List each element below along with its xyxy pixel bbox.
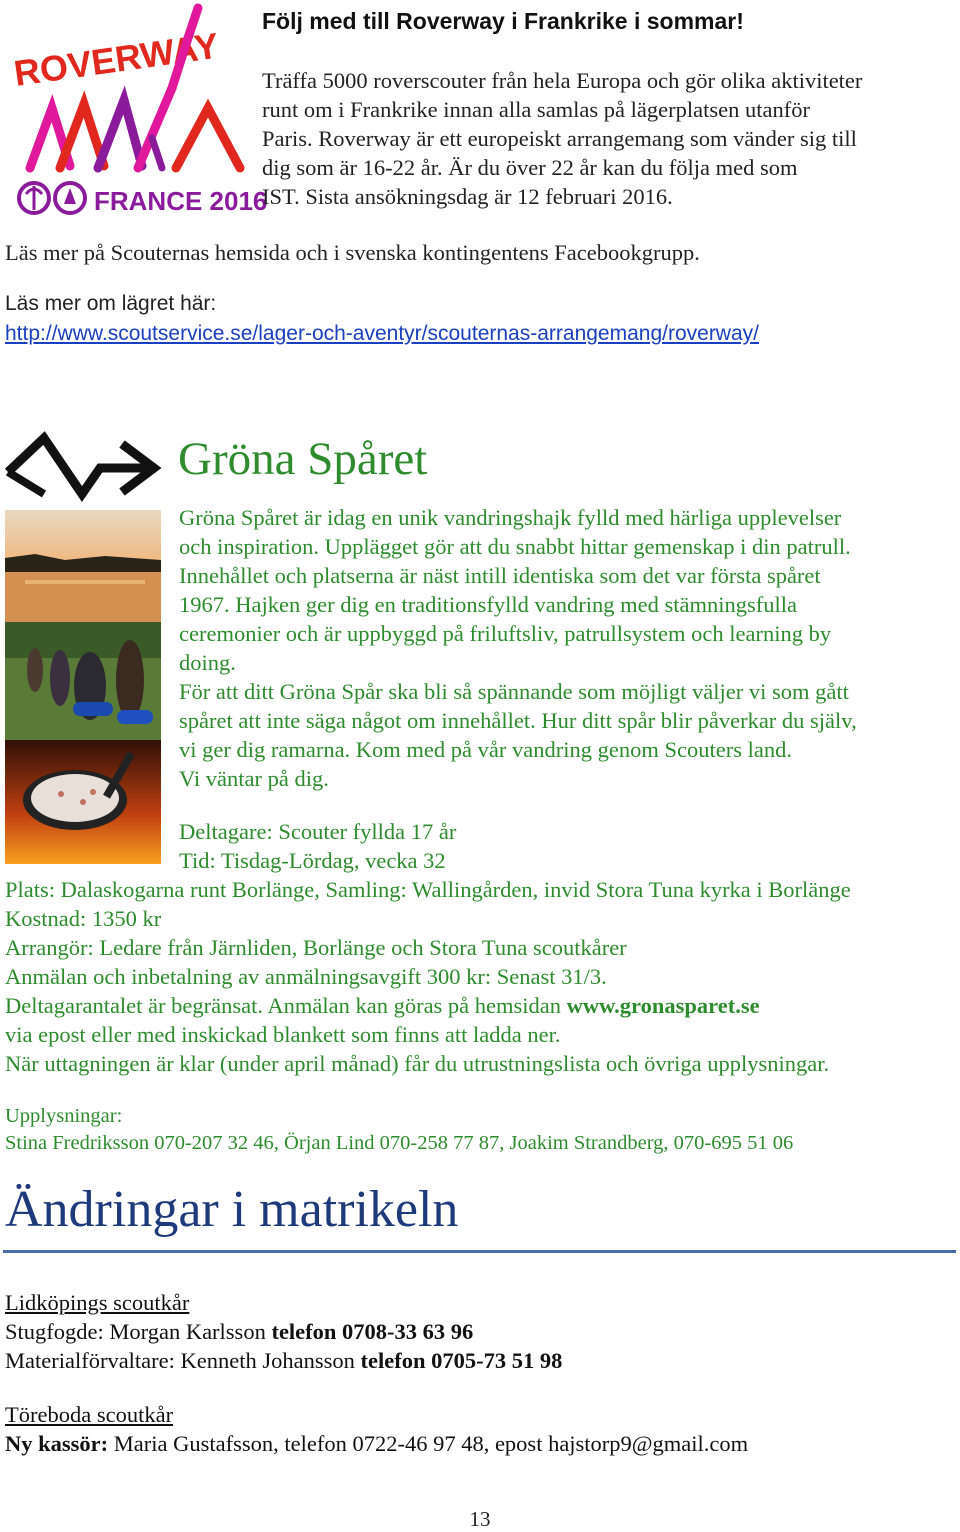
page-number: 13 bbox=[469, 1507, 491, 1531]
roverway-logo bbox=[11, 8, 268, 224]
roverway-body bbox=[262, 66, 862, 211]
roverway-body-line: IST. Sista ansökningsdag är 12 februari 2016. bbox=[262, 184, 673, 209]
change-line bbox=[5, 1429, 748, 1458]
change-detail: Maria Gustafsson, telefon 0722-46 97 48, epost hajstorp9@gmail.com bbox=[108, 1431, 749, 1456]
lake-sunset-photo bbox=[5, 510, 161, 622]
grona-sparet-body-line: vi ger dig ramarna. Kom med på vår vandring genom Scouters land. bbox=[179, 737, 792, 762]
hike-photos bbox=[5, 510, 161, 864]
roverway-body-line: Träffa 5000 roverscouter från hela Europa och gör olika aktiviteter bbox=[262, 68, 863, 93]
grona-sparet-body-line: 1967. Hajken ger dig en traditionsfylld vandring med stämningsfulla bbox=[179, 592, 798, 617]
changes-list bbox=[5, 1288, 748, 1458]
grona-sparet-body-line: doing. bbox=[179, 650, 236, 675]
registration: Anmälan och inbetalning av anmälningsavgift 300 kr: Senast 31/3. bbox=[5, 964, 607, 989]
grona-sparet-body-line: spåret att inte säga något om innehållet. Hur ditt spår blir påverkar du själv, bbox=[179, 708, 857, 733]
group-name: Lidköpings scoutkår bbox=[5, 1290, 190, 1315]
participants: Deltagare: Scouter fyllda 17 år bbox=[179, 819, 457, 844]
contact-info bbox=[5, 1103, 793, 1157]
info-label: Upplysningar: bbox=[5, 1105, 123, 1127]
grona-sparet-body-line: och inspiration. Upplägget gör att du snabbt hittar gemenskap i din patrull. bbox=[179, 534, 851, 559]
changes-heading: Ändringar i matrikeln bbox=[5, 1181, 459, 1238]
group-name: Töreboda scoutkår bbox=[5, 1402, 174, 1427]
heading-rule bbox=[3, 1250, 956, 1253]
selection-info: När uttagningen är klar (under april månad) får du utrustningslista och övriga upplysningar. bbox=[5, 1051, 830, 1076]
change-line bbox=[5, 1317, 748, 1346]
roverway-body-line: Paris. Roverway är ett europeiskt arrangemang som vänder sig till bbox=[262, 126, 857, 151]
via-post: via epost eller med inskickad blankett som finns att ladda ner. bbox=[5, 1022, 561, 1047]
grona-sparet-details bbox=[5, 817, 851, 1078]
change-line bbox=[5, 1346, 748, 1375]
hikers-photo bbox=[5, 622, 161, 740]
website-link[interactable]: www.gronasparet.se bbox=[566, 993, 760, 1018]
camp-label: Läs mer om lägret här: bbox=[5, 292, 217, 315]
limited-prefix: Deltagarantalet är begränsat. Anmälan kan göras på hemsidan bbox=[5, 993, 567, 1018]
grona-sparet-body-line: Innehållet och platserna är näst intill identiska som det var första spåret bbox=[179, 563, 821, 588]
roverway-logo-subtitle: FRANCE 2016 bbox=[94, 186, 268, 216]
roverway-title: Följ med till Roverway i Frankrike i sommar! bbox=[262, 8, 744, 34]
grona-sparet-body-line: Vi väntar på dig. bbox=[179, 766, 329, 791]
cost: Kostnad: 1350 kr bbox=[5, 906, 162, 931]
grona-sparet-body bbox=[179, 503, 857, 793]
roverway-logo-text: ROVERWAY bbox=[11, 24, 222, 94]
info-contacts: Stina Fredriksson 070-207 32 46, Örjan Lind 070-258 77 87, Joakim Strandberg, 070-695 51 06 bbox=[5, 1132, 794, 1154]
roverway-body-line: dig som är 16-22 år. Är du över 22 år kan du följa med som bbox=[262, 155, 798, 180]
roverway-body-line: runt om i Frankrike innan alla samlas på lägerplatsen utanför bbox=[262, 97, 810, 122]
roverway-read-more: Läs mer på Scouternas hemsida och i svenska kontingentens Facebookgrupp. bbox=[5, 240, 700, 265]
change-label: Materialförvaltare: Kenneth Johansson bbox=[5, 1348, 361, 1373]
grona-sparet-body-line: ceremonier och är uppbyggd på friluftsliv, patrullsystem och learning by bbox=[179, 621, 832, 646]
change-label: Stugfogde: Morgan Karlsson bbox=[5, 1319, 272, 1344]
change-phone: telefon 0705-73 51 98 bbox=[360, 1348, 563, 1373]
organizer: Arrangör: Ledare från Järnliden, Borlänge och Stora Tuna scoutkårer bbox=[5, 935, 627, 960]
grona-sparet-title: Gröna Spåret bbox=[178, 433, 428, 485]
place: Plats: Dalaskogarna runt Borlänge, Samling: Wallingården, invid Stora Tuna kyrka i Borlänge bbox=[5, 877, 851, 902]
limited-info bbox=[5, 991, 851, 1020]
change-label: Ny kassör: bbox=[5, 1431, 109, 1456]
time: Tid: Tisdag-Lördag, vecka 32 bbox=[179, 848, 446, 873]
change-phone: telefon 0708-33 63 96 bbox=[271, 1319, 474, 1344]
grona-sparet-body-line: För att ditt Gröna Spår ska bli så spännande som möjligt väljer vi som gått bbox=[179, 679, 849, 704]
camp-link[interactable]: http://www.scoutservice.se/lager-och-aventyr/scouternas-arrangemang/roverway/ bbox=[5, 322, 759, 345]
trail-sign-icon bbox=[4, 432, 162, 502]
grona-sparet-body-line: Gröna Spåret är idag en unik vandringshajk fylld med härliga upplevelser bbox=[179, 505, 842, 530]
